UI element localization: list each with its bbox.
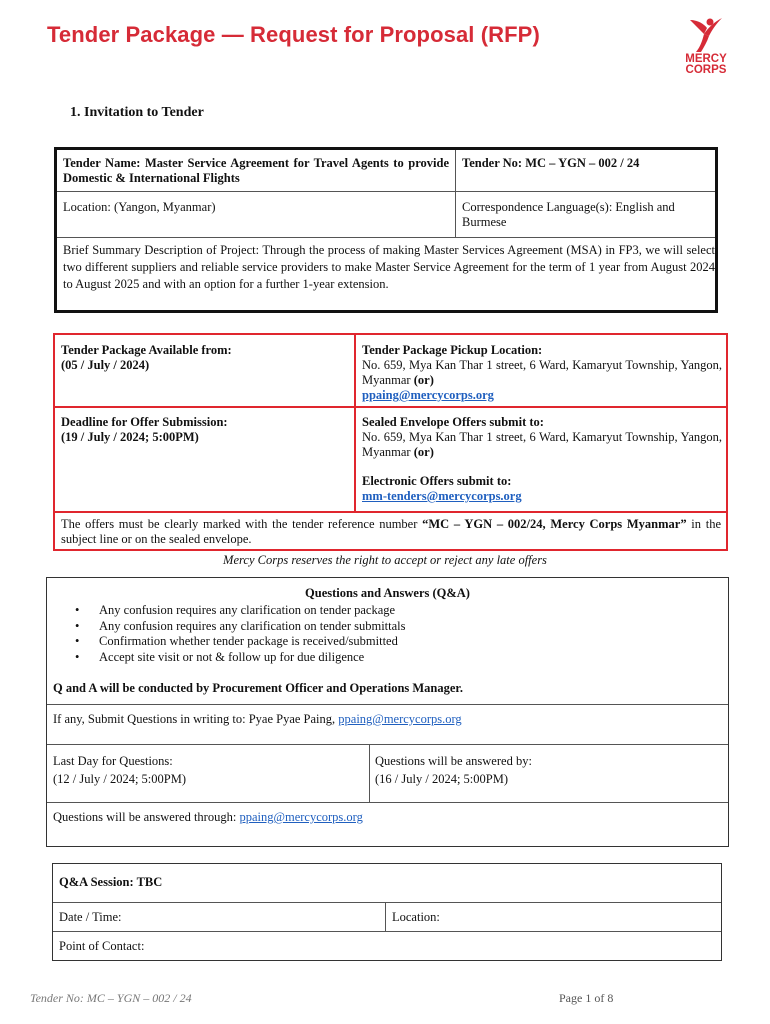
qa-conducted-by: Q and A will be conducted by Procurement Officer and Operations Manager. (53, 681, 463, 695)
tender-location: Location: (Yangon, Myanmar) (63, 200, 216, 214)
pickup-or: (or) (413, 373, 434, 387)
correspondence-language: Correspondence Language(s): English and Burmese (462, 200, 675, 229)
marking-pre: The offers must be clearly marked with the tender reference number (61, 517, 423, 531)
logo-text-mercy: MERCY (685, 53, 727, 65)
electronic-email-link[interactable]: mm-tenders@mercycorps.org (362, 489, 522, 503)
sealed-offers (362, 415, 722, 504)
pickup-email-link[interactable]: ppaing@mercycorps.org (362, 388, 494, 402)
page-title: Tender Package — Request for Proposal (RFP) (47, 22, 540, 47)
deadline-date: (19 / July / 2024; 5:00PM) (61, 430, 199, 444)
qa-bullet: • Confirmation whether tender package is received/submitted (47, 634, 728, 650)
qa-bullet-list (47, 603, 728, 665)
last-day-label: Last Day for Questions: (53, 754, 173, 768)
session-date-time: Date / Time: (59, 910, 122, 924)
answered-through-text: Questions will be answered through: (53, 810, 240, 824)
available-label: Tender Package Available from: (61, 343, 232, 357)
available-date: (05 / July / 2024) (61, 358, 150, 372)
marking-instructions (61, 517, 721, 547)
qa-table (46, 577, 729, 847)
session-contact: Point of Contact: (59, 939, 145, 953)
qa-session-title: Q&A Session: TBC (59, 875, 163, 889)
session-location: Location: (392, 910, 440, 924)
qa-session-table (52, 863, 722, 961)
tender-number: Tender No: MC – YGN – 002 / 24 (462, 156, 640, 170)
pickup-location (362, 343, 722, 403)
answered-through-email-link[interactable]: ppaing@mercycorps.org (239, 810, 363, 824)
qa-submit-email-link[interactable]: ppaing@mercycorps.org (338, 712, 462, 726)
project-summary: Brief Summary Description of Project: Through the process of making Master Services Agreement (MSA) in FP3, we will select two different suppliers and reliable service providers to make Master Service Agreement for the term of 1 year from August 2024 to August 2025 and with an option for a further 1-year extension. (63, 243, 715, 291)
qa-submit-questions (53, 712, 723, 727)
qa-heading: Questions and Answers (Q&A) (305, 586, 470, 600)
sealed-address: No. 659, Mya Kan Thar 1 street, 6 Ward, Kamaryut Township, Yangon, Myanmar (362, 430, 722, 459)
tender-name: Tender Name: Master Service Agreement for Travel Agents to provide Domestic & International Flights (63, 156, 449, 185)
answered-by-label: Questions will be answered by: (375, 754, 532, 768)
page-number: Page 1 of 8 (559, 991, 614, 1005)
sealed-label: Sealed Envelope Offers submit to: (362, 415, 544, 429)
section-heading: 1. Invitation to Tender (70, 105, 204, 120)
last-day-date: (12 / July / 2024; 5:00PM) (53, 772, 186, 786)
marking-reference: “MC – YGN – 002/24, Mercy Corps Myanmar” (422, 517, 687, 531)
qa-submit-text: If any, Submit Questions in writing to: Pyae Pyae Paing, (53, 712, 339, 726)
pickup-label: Tender Package Pickup Location: (362, 343, 543, 357)
electronic-label: Electronic Offers submit to: (362, 474, 512, 488)
sealed-or: (or) (413, 445, 434, 459)
marking-post: in the subject line or on the sealed envelope. (61, 517, 721, 546)
qa-bullet: • Any confusion requires any clarification on tender package (47, 603, 728, 619)
footer-tender-number: Tender No: MC – YGN – 002 / 24 (30, 991, 192, 1005)
deadline-label: Deadline for Offer Submission: (61, 415, 228, 429)
mercy-corps-logo (676, 14, 736, 80)
logo-figure-icon (676, 14, 736, 54)
answered-by-date: (16 / July / 2024; 5:00PM) (375, 772, 508, 786)
qa-bullet: • Accept site visit or not & follow up for due diligence (47, 650, 728, 666)
submission-info-table (53, 333, 728, 551)
tender-info-table (54, 147, 718, 313)
logo-text-corps: CORPS (685, 64, 727, 76)
qa-answered-through (53, 810, 723, 825)
qa-bullet: • Any confusion requires any clarification on tender submittals (47, 619, 728, 635)
pickup-address: No. 659, Mya Kan Thar 1 street, 6 Ward, Kamaryut Township, Yangon, Myanmar (362, 358, 722, 387)
late-offer-note: Mercy Corps reserves the right to accept or reject any late offers (223, 553, 547, 567)
